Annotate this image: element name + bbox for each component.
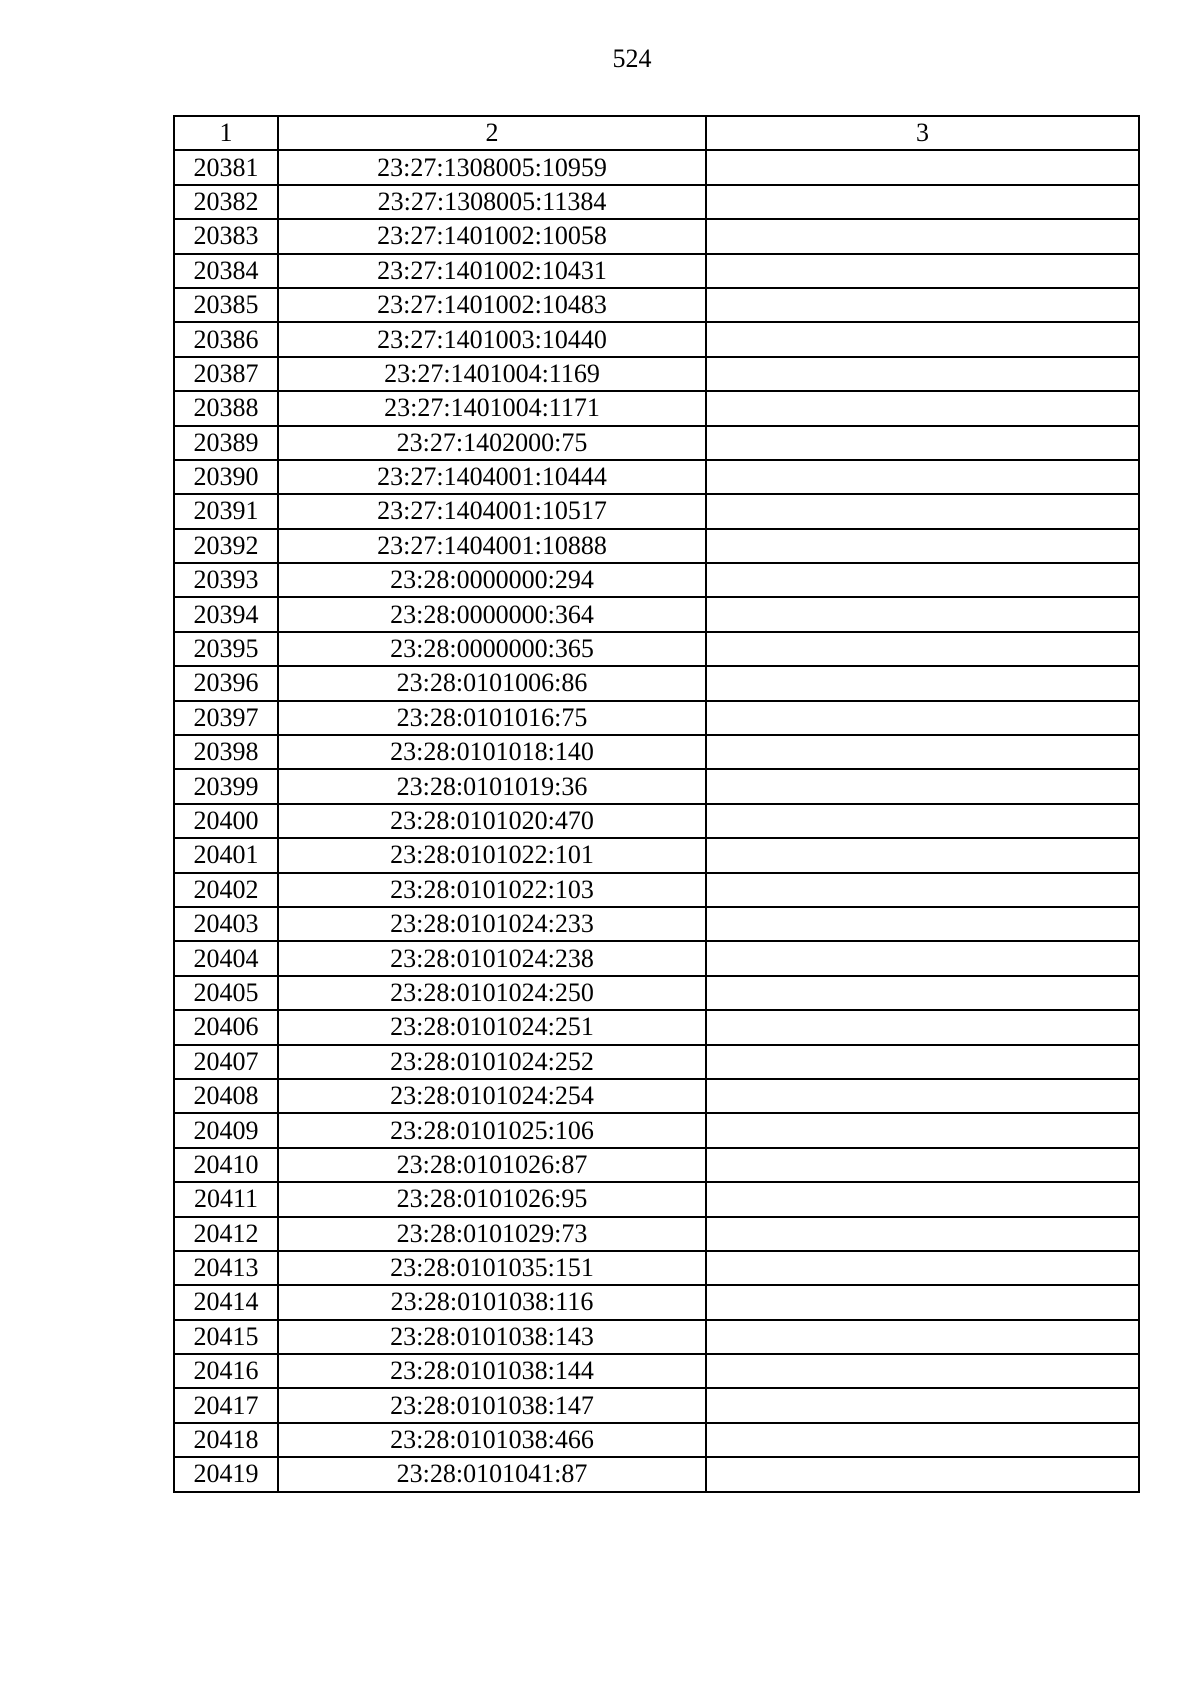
table-cell-col-1: 20419	[174, 1457, 278, 1491]
table-cell-col-3	[706, 529, 1139, 563]
table-cell-col-3	[706, 288, 1139, 322]
table-cell-col-1: 20389	[174, 426, 278, 460]
table-row	[174, 563, 1139, 597]
table-cell-col-2: 23:28:0101006:86	[278, 666, 706, 700]
table-cell-col-3	[706, 632, 1139, 666]
table-cell-col-2: 23:28:0101024:254	[278, 1079, 706, 1113]
table-cell-col-2: 23:28:0101026:87	[278, 1148, 706, 1182]
table-cell-col-2: 23:27:1401003:10440	[278, 322, 706, 356]
table-cell-col-1: 20406	[174, 1010, 278, 1044]
table-cell-col-2: 23:28:0101019:36	[278, 769, 706, 803]
table-cell-col-2: 23:27:1404001:10888	[278, 529, 706, 563]
table-cell-col-1: 20383	[174, 219, 278, 253]
table-cell-col-3	[706, 735, 1139, 769]
table-cell-col-1: 20394	[174, 597, 278, 631]
table-row	[174, 1148, 1139, 1182]
table-cell-col-1: 20396	[174, 666, 278, 700]
table-row	[174, 701, 1139, 735]
table-cell-col-1: 20415	[174, 1320, 278, 1354]
table-cell-col-2: 23:28:0101018:140	[278, 735, 706, 769]
table-cell-col-2: 23:27:1308005:11384	[278, 185, 706, 219]
table-cell-col-3	[706, 1010, 1139, 1044]
table-cell-col-2: 23:27:1401002:10058	[278, 219, 706, 253]
table-cell-col-2: 23:28:0101024:250	[278, 976, 706, 1010]
table-cell-col-3	[706, 666, 1139, 700]
table-cell-col-1: 20393	[174, 563, 278, 597]
column-header-2: 2	[278, 116, 706, 150]
table-cell-col-3	[706, 254, 1139, 288]
table-cell-col-2: 23:28:0101025:106	[278, 1113, 706, 1147]
table-cell-col-2: 23:28:0101026:95	[278, 1182, 706, 1216]
table-cell-col-2: 23:28:0101022:101	[278, 838, 706, 872]
table-body	[174, 150, 1139, 1491]
table-row	[174, 1045, 1139, 1079]
data-table	[173, 115, 1140, 1493]
table-cell-col-3	[706, 907, 1139, 941]
table-cell-col-2: 23:27:1402000:75	[278, 426, 706, 460]
table-cell-col-1: 20416	[174, 1354, 278, 1388]
table-row	[174, 1217, 1139, 1251]
table-cell-col-1: 20407	[174, 1045, 278, 1079]
table-row	[174, 873, 1139, 907]
table-cell-col-3	[706, 1251, 1139, 1285]
column-header-1: 1	[174, 116, 278, 150]
table-cell-col-2: 23:27:1401004:1171	[278, 391, 706, 425]
table-cell-col-1: 20390	[174, 460, 278, 494]
table-row	[174, 1182, 1139, 1216]
table-cell-col-3	[706, 1354, 1139, 1388]
table-cell-col-3	[706, 185, 1139, 219]
table-cell-col-3	[706, 1113, 1139, 1147]
table-row	[174, 941, 1139, 975]
table-cell-col-3	[706, 357, 1139, 391]
table-cell-col-1: 20387	[174, 357, 278, 391]
table-cell-col-2: 23:27:1308005:10959	[278, 150, 706, 184]
table-cell-col-1: 20385	[174, 288, 278, 322]
table-row	[174, 494, 1139, 528]
table-cell-col-1: 20401	[174, 838, 278, 872]
table-cell-col-3	[706, 150, 1139, 184]
table-cell-col-2: 23:28:0101016:75	[278, 701, 706, 735]
table-row	[174, 391, 1139, 425]
table-cell-col-1: 20399	[174, 769, 278, 803]
table-cell-col-1: 20403	[174, 907, 278, 941]
table-row	[174, 254, 1139, 288]
table-cell-col-2: 23:28:0101024:251	[278, 1010, 706, 1044]
table-cell-col-1: 20391	[174, 494, 278, 528]
table-cell-col-2: 23:28:0101041:87	[278, 1457, 706, 1491]
table-row	[174, 907, 1139, 941]
table-row	[174, 1354, 1139, 1388]
table-cell-col-1: 20411	[174, 1182, 278, 1216]
table-cell-col-3	[706, 838, 1139, 872]
table-cell-col-2: 23:28:0101022:103	[278, 873, 706, 907]
table-cell-col-3	[706, 873, 1139, 907]
table-cell-col-1: 20404	[174, 941, 278, 975]
table-row	[174, 150, 1139, 184]
table-cell-col-2: 23:27:1404001:10517	[278, 494, 706, 528]
table-row	[174, 666, 1139, 700]
table-cell-col-2: 23:28:0000000:364	[278, 597, 706, 631]
table-cell-col-1: 20388	[174, 391, 278, 425]
table-cell-col-3	[706, 426, 1139, 460]
table-cell-col-1: 20398	[174, 735, 278, 769]
table-cell-col-2: 23:27:1401004:1169	[278, 357, 706, 391]
table-cell-col-1: 20392	[174, 529, 278, 563]
table-cell-col-1: 20386	[174, 322, 278, 356]
table-row	[174, 735, 1139, 769]
table-row	[174, 838, 1139, 872]
table-cell-col-3	[706, 1045, 1139, 1079]
column-header-3: 3	[706, 116, 1139, 150]
table-cell-col-2: 23:28:0101024:238	[278, 941, 706, 975]
table-cell-col-2: 23:27:1404001:10444	[278, 460, 706, 494]
table-cell-col-3	[706, 1423, 1139, 1457]
table-cell-col-3	[706, 1320, 1139, 1354]
table-cell-col-3	[706, 1285, 1139, 1319]
table-cell-col-3	[706, 597, 1139, 631]
table-row	[174, 426, 1139, 460]
table-row	[174, 1320, 1139, 1354]
table-row	[174, 1079, 1139, 1113]
page-number: 524	[612, 44, 652, 73]
table-cell-col-2: 23:28:0101038:143	[278, 1320, 706, 1354]
table-cell-col-2: 23:27:1401002:10431	[278, 254, 706, 288]
table-header-row	[174, 116, 1139, 150]
table-cell-col-3	[706, 976, 1139, 1010]
table-cell-col-2: 23:28:0101020:470	[278, 804, 706, 838]
table-cell-col-1: 20418	[174, 1423, 278, 1457]
table-cell-col-3	[706, 563, 1139, 597]
table-cell-col-3	[706, 219, 1139, 253]
table-row	[174, 288, 1139, 322]
table-row	[174, 769, 1139, 803]
table-row	[174, 219, 1139, 253]
table-row	[174, 322, 1139, 356]
table-cell-col-1: 20409	[174, 1113, 278, 1147]
table-row	[174, 804, 1139, 838]
table-row	[174, 357, 1139, 391]
table-cell-col-3	[706, 701, 1139, 735]
table-cell-col-2: 23:28:0101024:252	[278, 1045, 706, 1079]
table-row	[174, 976, 1139, 1010]
table-row	[174, 1113, 1139, 1147]
table-row	[174, 597, 1139, 631]
table-cell-col-1: 20405	[174, 976, 278, 1010]
table-cell-col-2: 23:28:0101024:233	[278, 907, 706, 941]
table-cell-col-1: 20417	[174, 1388, 278, 1422]
table-cell-col-1: 20408	[174, 1079, 278, 1113]
table-cell-col-3	[706, 391, 1139, 425]
table-cell-col-3	[706, 1217, 1139, 1251]
table-cell-col-3	[706, 1079, 1139, 1113]
table-cell-col-1: 20414	[174, 1285, 278, 1319]
table-row	[174, 1010, 1139, 1044]
table-cell-col-1: 20397	[174, 701, 278, 735]
table-cell-col-3	[706, 804, 1139, 838]
table-cell-col-3	[706, 769, 1139, 803]
table-row	[174, 1285, 1139, 1319]
table-cell-col-2: 23:28:0101038:147	[278, 1388, 706, 1422]
table-cell-col-3	[706, 494, 1139, 528]
table-cell-col-3	[706, 1148, 1139, 1182]
table-cell-col-1: 20413	[174, 1251, 278, 1285]
table-cell-col-3	[706, 941, 1139, 975]
table-cell-col-2: 23:28:0000000:294	[278, 563, 706, 597]
table-row	[174, 1457, 1139, 1491]
table-cell-col-3	[706, 460, 1139, 494]
table-cell-col-2: 23:28:0000000:365	[278, 632, 706, 666]
table-cell-col-1: 20382	[174, 185, 278, 219]
table-cell-col-1: 20395	[174, 632, 278, 666]
table-row	[174, 1423, 1139, 1457]
table-cell-col-1: 20402	[174, 873, 278, 907]
table-cell-col-1: 20412	[174, 1217, 278, 1251]
table-cell-col-3	[706, 1457, 1139, 1491]
table-row	[174, 185, 1139, 219]
table-cell-col-2: 23:28:0101038:116	[278, 1285, 706, 1319]
table-cell-col-3	[706, 322, 1139, 356]
table-cell-col-2: 23:27:1401002:10483	[278, 288, 706, 322]
table-cell-col-2: 23:28:0101038:466	[278, 1423, 706, 1457]
table-cell-col-2: 23:28:0101029:73	[278, 1217, 706, 1251]
table-row	[174, 460, 1139, 494]
table-cell-col-1: 20410	[174, 1148, 278, 1182]
table-row	[174, 529, 1139, 563]
table-cell-col-2: 23:28:0101038:144	[278, 1354, 706, 1388]
table-cell-col-3	[706, 1388, 1139, 1422]
table-cell-col-2: 23:28:0101035:151	[278, 1251, 706, 1285]
table-cell-col-3	[706, 1182, 1139, 1216]
table-row	[174, 1388, 1139, 1422]
table-row	[174, 632, 1139, 666]
table-row	[174, 1251, 1139, 1285]
table-cell-col-1: 20381	[174, 150, 278, 184]
table-cell-col-1: 20400	[174, 804, 278, 838]
table-cell-col-1: 20384	[174, 254, 278, 288]
